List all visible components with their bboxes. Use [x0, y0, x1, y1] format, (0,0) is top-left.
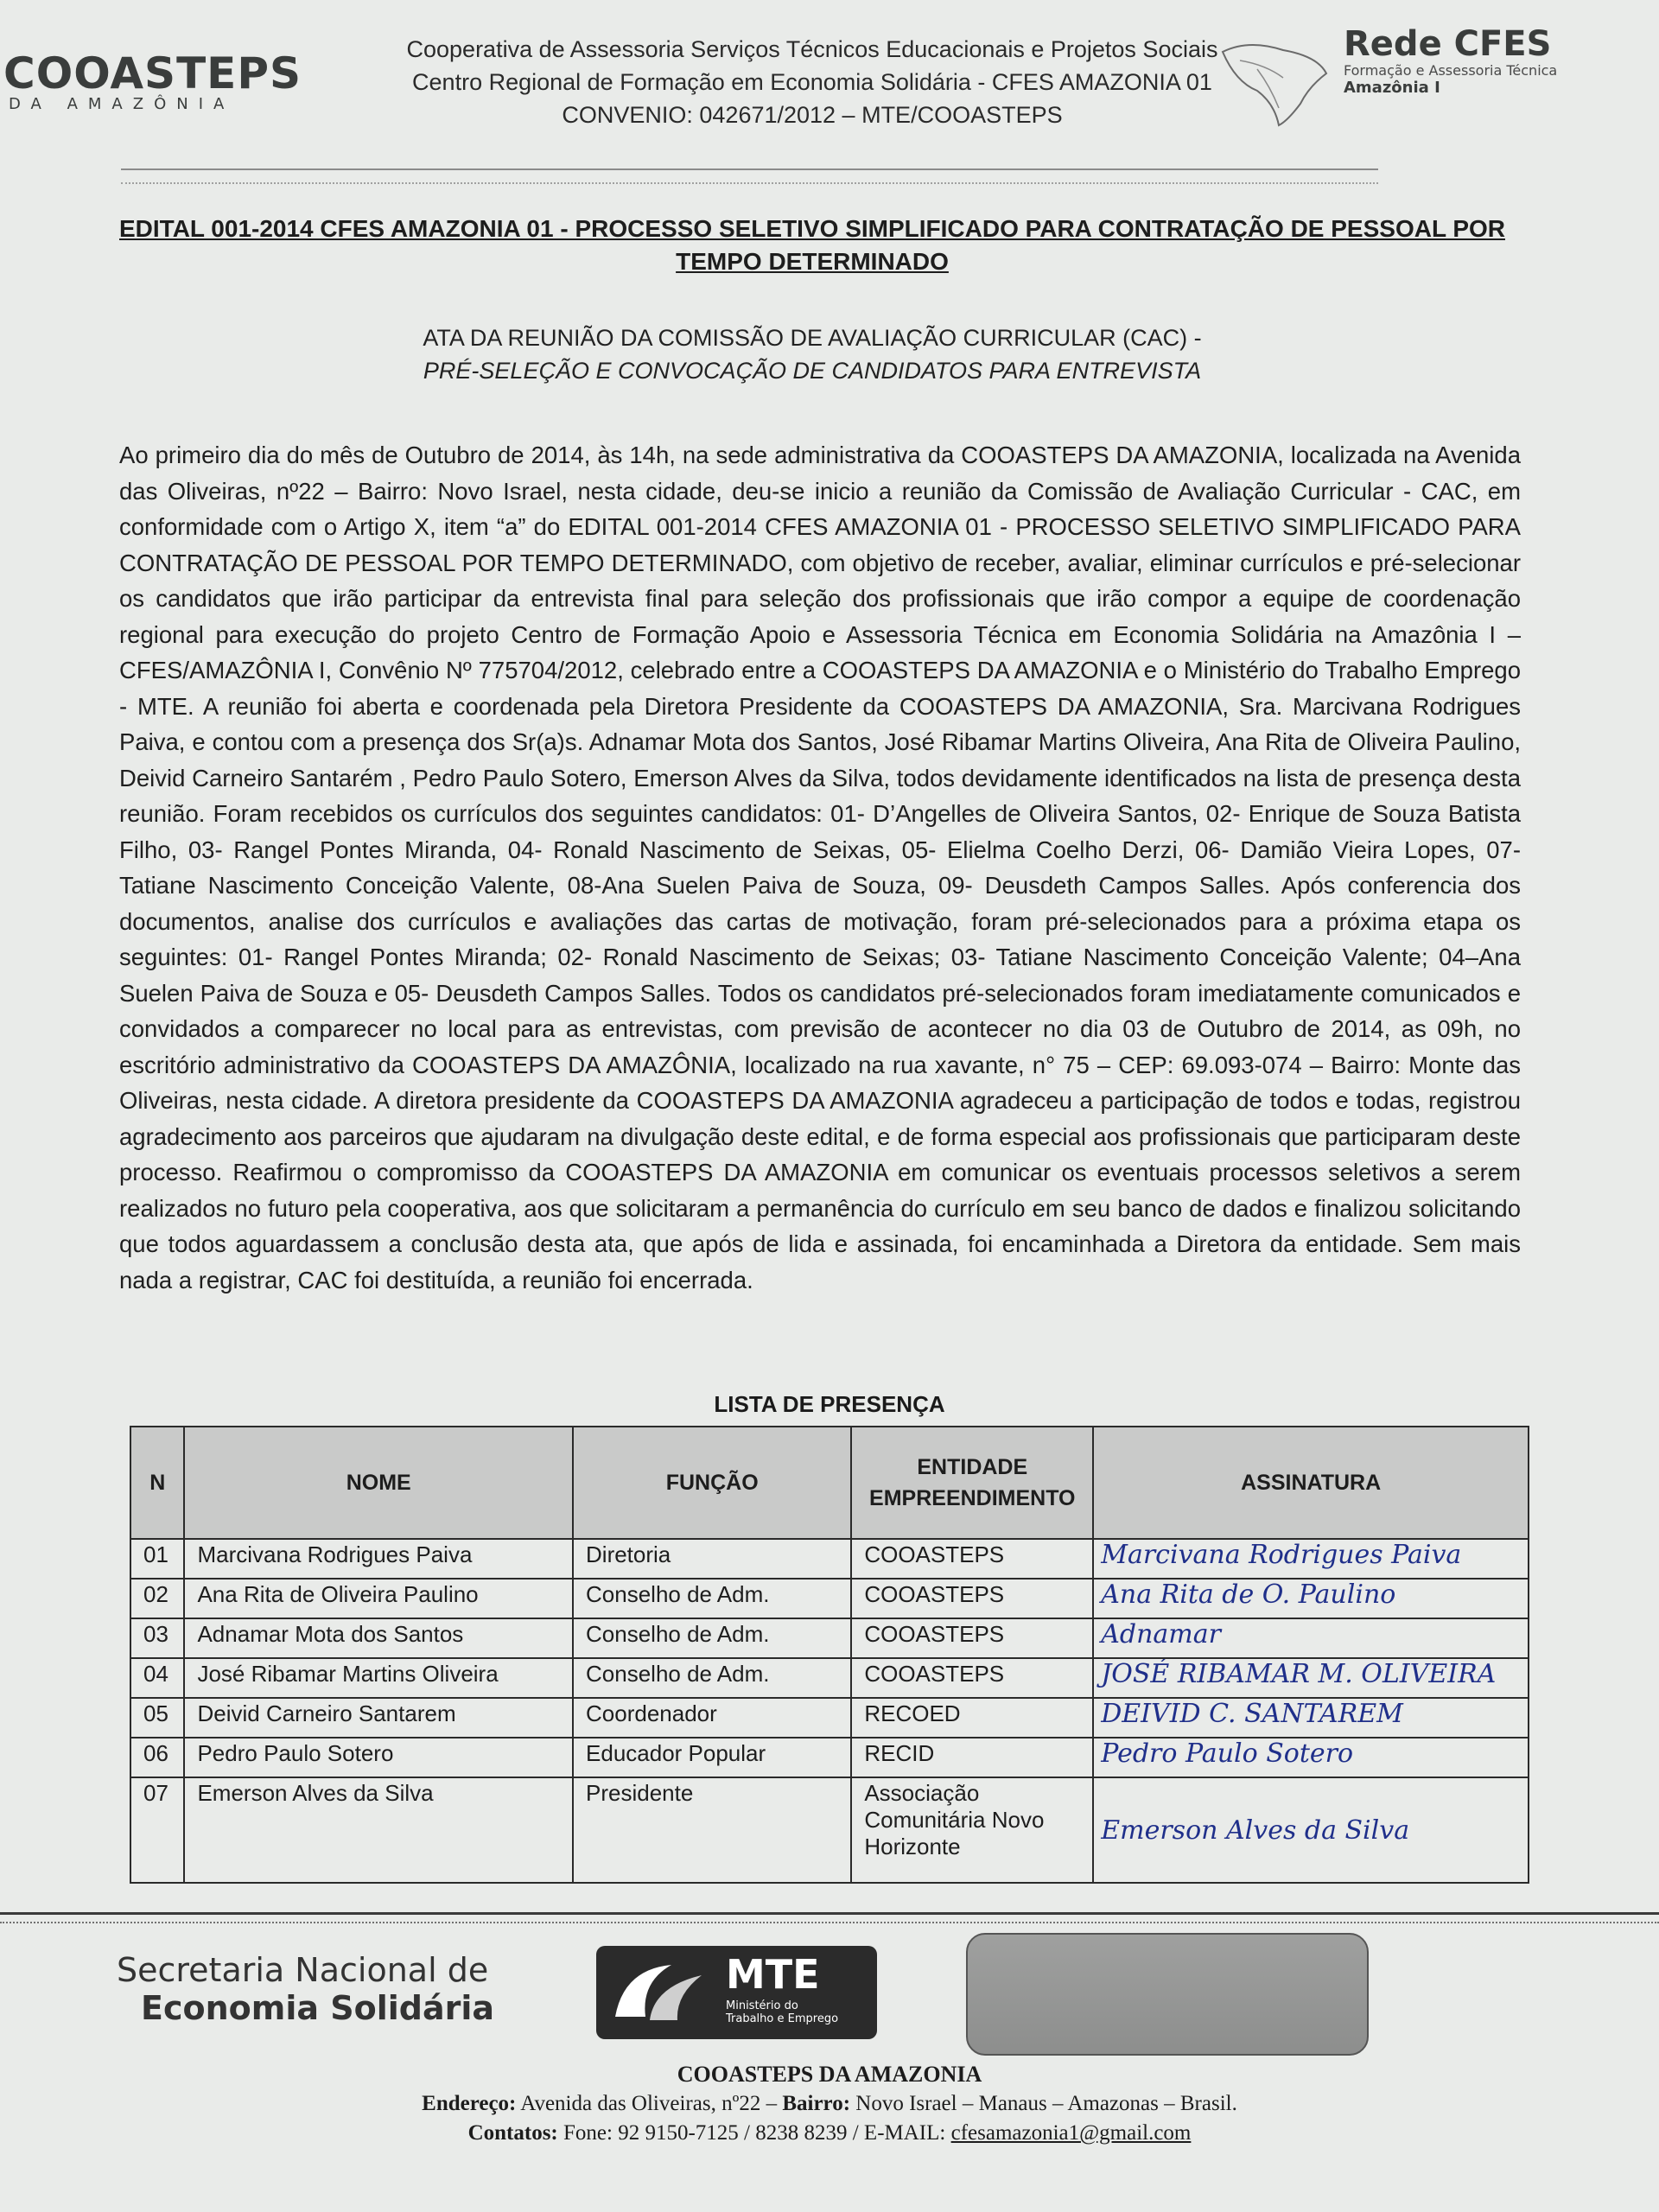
row-entity: COOASTEPS	[851, 1579, 1093, 1618]
mte-logo	[596, 1946, 877, 2039]
row-entity: Associação Comunitária Novo Horizonte	[851, 1777, 1093, 1883]
document-subtitle	[259, 321, 1365, 387]
col-header-funcao: FUNÇÃO	[573, 1427, 851, 1539]
row-signature: DEIVID C. SANTAREM	[1093, 1698, 1529, 1738]
mte-sub-line-2: Trabalho e Emprego	[726, 2012, 839, 2025]
col-header-nome: NOME	[184, 1427, 573, 1539]
table-row	[130, 1777, 1529, 1883]
bairro-label: Bairro:	[782, 2092, 851, 2115]
attendance-table	[130, 1426, 1529, 1884]
row-signature: JOSÉ RIBAMAR M. OLIVEIRA	[1093, 1658, 1529, 1698]
letterhead-text	[372, 33, 1253, 131]
row-role: Diretoria	[573, 1539, 851, 1579]
row-entity: RECID	[851, 1738, 1093, 1777]
row-entity: COOASTEPS	[851, 1658, 1093, 1698]
minutes-body: Ao primeiro dia do mês de Outubro de 2014, às 14h, na sede administrativa da COOASTEPS DA AMAZONIA, localizada na Avenida das Oliveiras, nº22 – Bairro: Novo Israel, nesta cidade, deu-se inicio a reunião da Comissão de Avaliação Curricular - CAC, em conformidade com o Artigo X, item “a” do EDITAL 001-2014 CFES AMAZONIA 01 - PROCESSO SELETIVO SIMPLIFICADO PARA CONTRATAÇÃO DE PESSOAL POR TEMPO DETERMINADO, com objetivo de receber, avaliar, eliminar currículos e pré-selecionar os candidatos que irão participar da entrevista final para seleção dos profissionais que irão compor a equipe de coordenação regional para execução do projeto Centro de Formação Apoio e Assessoria Técnica em Economia Solidária na Amazônia I – CFES/AMAZÔNIA I, Convênio Nº 775704/2012, celebrado entre a COOASTEPS DA AMAZONIA e o Ministério do Trabalho Emprego - MTE. A reunião foi aberta e coordenada pela Diretora Presidente da COOASTEPS DA AMAZONIA, Sra. Marcivana Rodrigues Paiva, e contou com a presença dos Sr(a)s. Adnamar Mota dos Santos, José Ribamar Martins Oliveira, Ana Rita de Oliveira Paulino, Deivid Carneiro Santarém , Pedro Paulo Sotero, Emerson Alves da Silva, todos devidamente identificados na lista de presença desta reunião. Foram recebidos os currículos dos seguintes candidatos: 01- D’Angelles de Oliveira Santos, 02- Enrique de Souza Batista Filho, 03- Rangel Pontes Miranda, 04- Ronald Nascimento de Seixas, 05- Elielma Coelho Derzi, 06- Damião Vieira Lopes, 07- Tatiane Nascimento Conceição Valente, 08-Ana Suelen Paiva de Souza, 09- Deusdeth Campos Salles. Após conferencia dos documentos, analise dos currículos e avaliações das cartas de motivação, foram pré-selecionados para a próxima etapa os seguintes: 01- Rangel Pontes Miranda; 02- Ronald Nascimento de Seixas; 03- Tatiane Nascimento Conceição Valente; 04–Ana Suelen Paiva de Souza e 05- Deusdeth Campos Salles. Todos os candidatos pré-selecionados foram imediatamente comunicados e convidados a comparecer no local para as entrevistas, com previsão de acontecer no dia 03 de Outubro de 2014, as 09h, no escritório administrativo da COOASTEPS DA AMAZÔNIA, localizado na rua xavante, n° 75 – CEP: 69.093-074 – Bairro: Monte das Oliveiras, nesta cidade. A diretora presidente da COOASTEPS DA AMAZONIA agradeceu a participação de todos e todas, registrou agradecimento aos parceiros que ajudaram na divulgação deste edital, e de forma especial aos profissionais que participaram deste processo. Reafirmou o compromisso da COOASTEPS DA AMAZONIA em comunicar os eventuais processos seletivos a serem realizados no futuro pela cooperativa, aos que solicitaram a permanência do currículo em seu banco de dados e finalizou solicitando que todos aguardassem a conclusão desta ata, que após de lida e assinada, foi encaminhada a Diretora da entidade. Sem mais nada a registrar, CAC foi destituída, a reunião foi encerrada.	[119, 442, 1521, 1294]
row-signature: Pedro Paulo Sotero	[1093, 1738, 1529, 1777]
senaes-line-1: Secretaria Nacional de	[117, 1951, 489, 1989]
attendance-title: LISTA DE PRESENÇA	[714, 1391, 945, 1417]
row-number: 02	[130, 1579, 184, 1618]
address-value: Avenida das Oliveiras, nº22 –	[520, 2092, 778, 2115]
letterhead-line-2: Centro Regional de Formação em Economia Solidária - CFES AMAZONIA 01	[412, 69, 1212, 95]
contacts-value: Fone: 92 9150-7125 / 8238 8239 / E-MAIL:	[563, 2121, 946, 2145]
row-role: Educador Popular	[573, 1738, 851, 1777]
logo-sub: DA AMAZÔNIA	[9, 95, 235, 113]
row-signature: Adnamar	[1093, 1618, 1529, 1658]
row-role: Conselho de Adm.	[573, 1658, 851, 1698]
row-name: Ana Rita de Oliveira Paulino	[184, 1579, 573, 1618]
header-divider	[121, 168, 1378, 184]
bairro-value: Novo Israel – Manaus – Amazonas – Brasil.	[855, 2092, 1237, 2115]
row-entity: COOASTEPS	[851, 1618, 1093, 1658]
row-name: Marcivana Rodrigues Paiva	[184, 1539, 573, 1579]
row-number: 04	[130, 1658, 184, 1698]
row-role: Conselho de Adm.	[573, 1579, 851, 1618]
rede-cfes-subtitle: Formação e Assessoria Técnica	[1344, 62, 1558, 79]
subtitle-line-1: ATA DA REUNIÃO DA COMISSÃO DE AVALIAÇÃO CURRICULAR (CAC) -	[423, 325, 1202, 351]
row-entity: RECOED	[851, 1698, 1093, 1738]
footer-contacts-line	[0, 2119, 1659, 2148]
col-header-n: N	[130, 1427, 184, 1539]
row-signature: Marcivana Rodrigues Paiva	[1093, 1539, 1529, 1579]
document-title: EDITAL 001-2014 CFES AMAZONIA 01 - PROCESSO SELETIVO SIMPLIFICADO PARA CONTRATAÇÃO DE PESSOAL POR TEMPO DETERMINADO	[119, 215, 1505, 275]
mte-logo-subtitle	[726, 1999, 838, 2025]
address-label: Endereço:	[422, 2092, 517, 2115]
row-signature: Emerson Alves da Silva	[1093, 1777, 1529, 1883]
row-name: Adnamar Mota dos Santos	[184, 1618, 573, 1658]
table-row	[130, 1738, 1529, 1777]
senaes-logo	[117, 1951, 494, 2027]
col-header-assinatura: ASSINATURA	[1093, 1427, 1529, 1539]
mte-logo-text: MTE	[726, 1951, 820, 1998]
row-name: Emerson Alves da Silva	[184, 1777, 573, 1883]
south-america-map-icon	[1205, 35, 1335, 130]
cooasteps-logo	[3, 48, 302, 113]
footer-org: COOASTEPS DA AMAZONIA	[677, 2062, 982, 2087]
rede-cfes-region: Amazônia I	[1344, 79, 1440, 97]
rede-cfes-logo	[1344, 24, 1560, 97]
row-number: 05	[130, 1698, 184, 1738]
rede-cfes-title: Rede CFES	[1344, 24, 1552, 64]
email-link[interactable]: cfesamazonia1@gmail.com	[950, 2121, 1192, 2145]
row-role: Presidente	[573, 1777, 851, 1883]
senaes-line-2: Economia Solidária	[141, 1989, 495, 2027]
table-row	[130, 1579, 1529, 1618]
row-name: Pedro Paulo Sotero	[184, 1738, 573, 1777]
row-role: Conselho de Adm.	[573, 1618, 851, 1658]
subtitle-line-2: PRÉ-SELEÇÃO E CONVOCAÇÃO DE CANDIDATOS PARA ENTREVISTA	[423, 358, 1202, 384]
row-name: Deivid Carneiro Santarem	[184, 1698, 573, 1738]
col-header-entidade: ENTIDADE EMPREENDIMENTO	[851, 1427, 1093, 1539]
logo-brand: COOASTEPS	[3, 48, 302, 99]
row-role: Coordenador	[573, 1698, 851, 1738]
row-number: 07	[130, 1777, 184, 1883]
letterhead-line-3: CONVENIO: 042671/2012 – MTE/COOASTEPS	[562, 102, 1063, 128]
row-signature: Ana Rita de O. Paulino	[1093, 1579, 1529, 1618]
mte-sub-line-1: Ministério do	[726, 1999, 798, 2012]
row-number: 01	[130, 1539, 184, 1579]
table-row	[130, 1618, 1529, 1658]
contacts-label: Contatos:	[467, 2121, 558, 2145]
table-row	[130, 1698, 1529, 1738]
table-row	[130, 1539, 1529, 1579]
mte-swoosh-icon	[607, 1956, 710, 2029]
footer-address	[0, 2060, 1659, 2148]
row-number: 03	[130, 1618, 184, 1658]
row-number: 06	[130, 1738, 184, 1777]
blank-stamp-box	[966, 1933, 1369, 2056]
letterhead-line-1: Cooperativa de Assessoria Serviços Técnicos Educacionais e Projetos Sociais	[406, 36, 1218, 62]
footer-address-line	[0, 2089, 1659, 2119]
row-name: José Ribamar Martins Oliveira	[184, 1658, 573, 1698]
table-row	[130, 1658, 1529, 1698]
row-entity: COOASTEPS	[851, 1539, 1093, 1579]
footer-divider	[0, 1912, 1659, 1923]
attendance-header-row	[130, 1427, 1529, 1539]
